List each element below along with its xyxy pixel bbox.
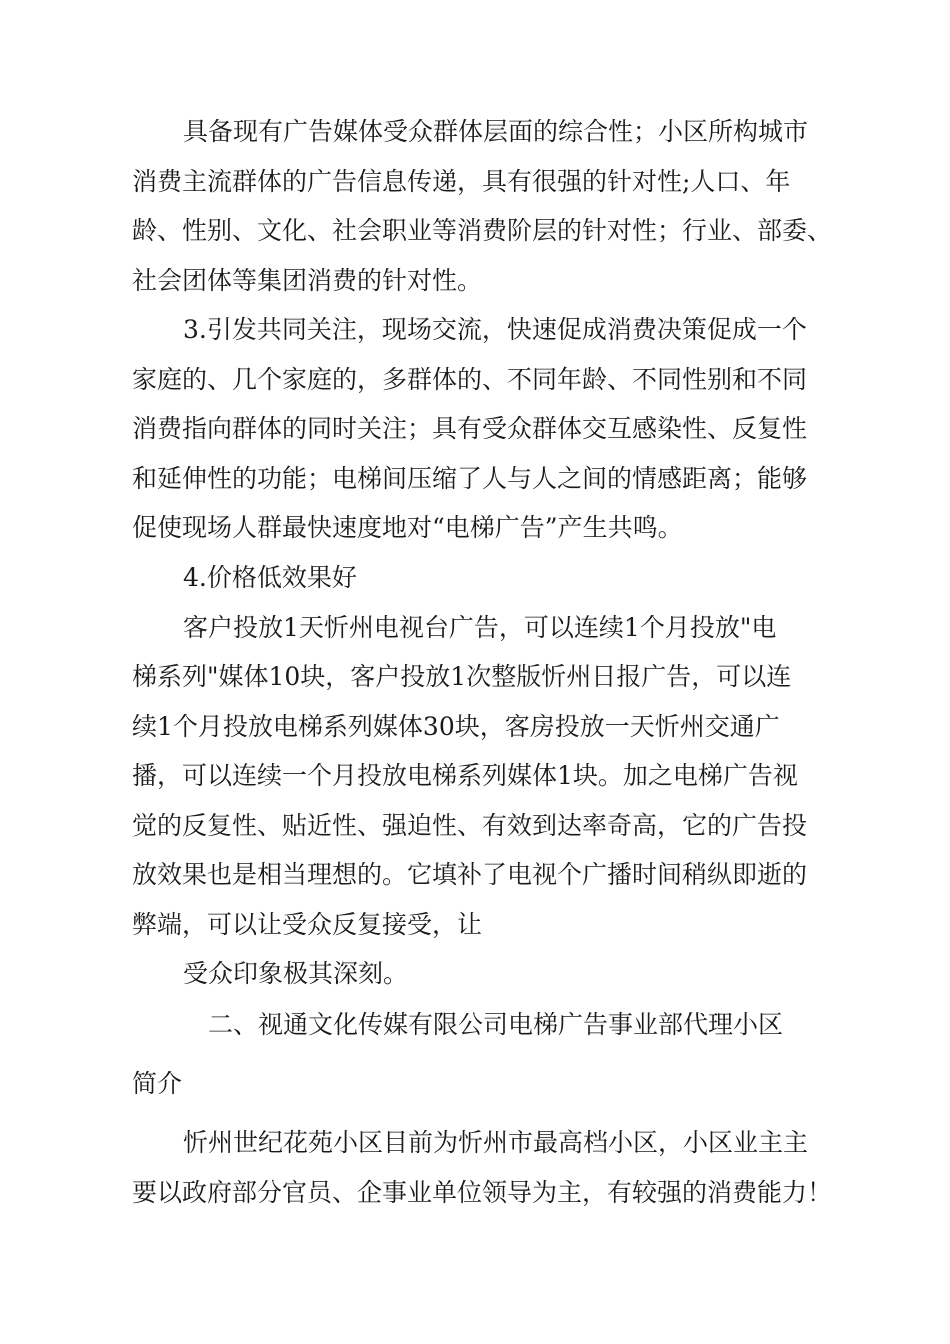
section-heading: 二、视通文化传媒有限公司电梯广告事业部代理小区 [208,1010,784,1039]
text-line: 播，可以连续一个月投放电梯系列媒体1块。加之电梯广告视 [132,761,798,790]
text-line: 客户投放1天忻州电视台广告，可以连续1个月投放"电 [183,613,777,642]
text-line: 和延伸性的功能；电梯间压缩了人与人之间的情感距离；能够 [132,464,808,493]
text-line: 龄、性别、文化、社会职业等消费阶层的针对性；行业、部委、 [132,216,833,245]
text-line: 3.引发共同关注，现场交流，快速促成消费决策促成一个 [183,315,807,344]
text-line: 要以政府部分官员、企事业单位领导为主，有较强的消费能力！ [132,1178,833,1207]
text-line: 忻州世纪花苑小区目前为忻州市最高档小区，小区业主主 [183,1128,809,1157]
text-line: 消费主流群体的广告信息传递，具有很强的针对性;人口、年 [132,167,791,196]
text-line: 社会团体等集团消费的针对性。 [132,266,483,295]
text-line: 放效果也是相当理想的。它填补了电视个广播时间稍纵即逝的 [132,860,808,889]
text-line: 续1个月投放电梯系列媒体30块，客房投放一天忻州交通广 [132,712,780,741]
text-line: 消费指向群体的同时关注；具有受众群体交互感染性、反复性 [132,414,808,443]
text-line: 梯系列"媒体10块，客户投放1次整版忻州日报广告，可以连 [132,662,792,691]
text-line: 具备现有广告媒体受众群体层面的综合性；小区所构城市 [183,117,809,146]
text-line: 促使现场人群最快速度地对“电梯广告”产生共鸣。 [132,513,683,542]
text-line: 受众印象极其深刻。 [183,959,409,988]
section-heading: 4.价格低效果好 [183,563,357,592]
text-line: 觉的反复性、贴近性、强迫性、有效到达率奇高，它的广告投 [132,811,808,840]
text-line: 家庭的、几个家庭的，多群体的、不同年龄、不同性别和不同 [132,365,808,394]
section-heading: 简介 [132,1069,183,1098]
text-line: 弊端，可以让受众反复接受，让 [132,910,483,939]
